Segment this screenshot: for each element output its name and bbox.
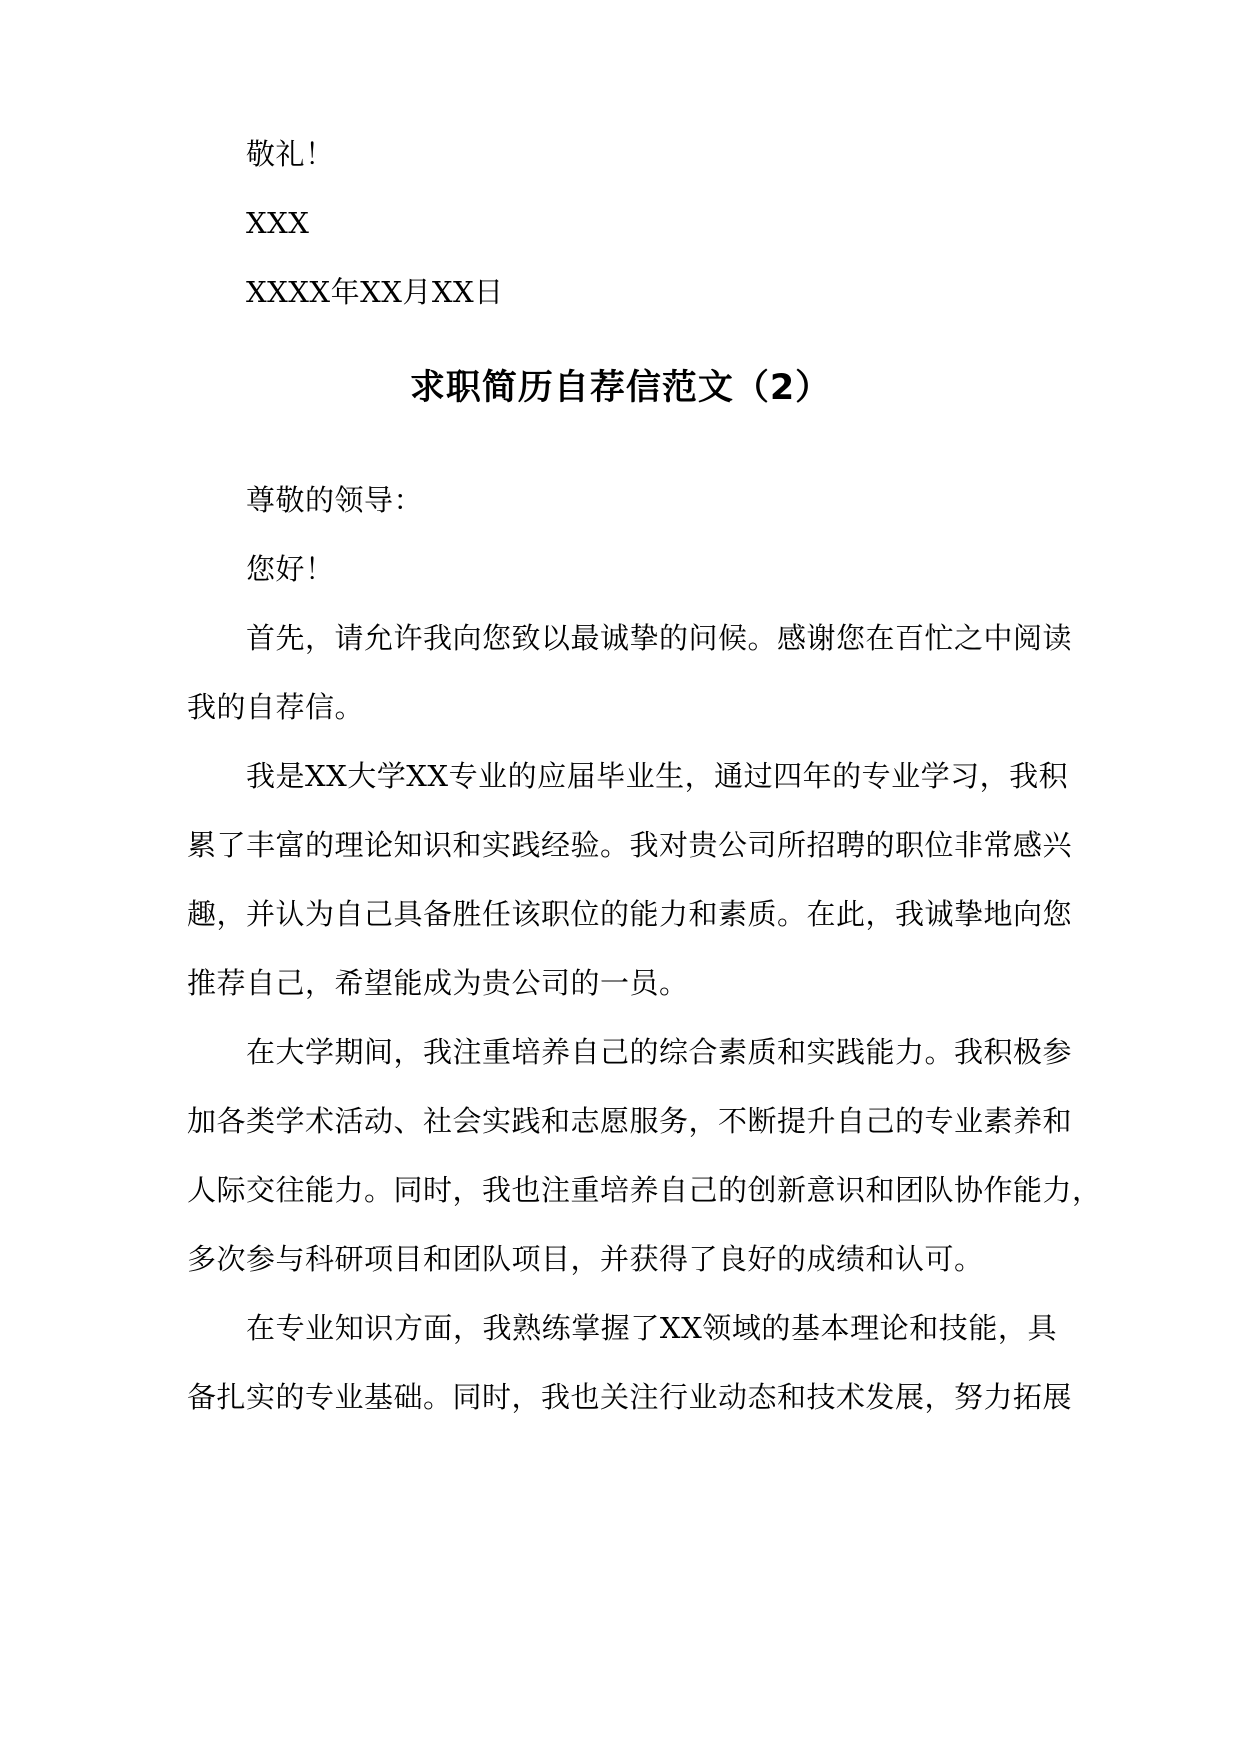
paragraph-1-line-2: 我的自荐信。 [187, 690, 365, 724]
letter-title: 求职简历自荐信范文（2） [409, 368, 832, 408]
closing-salute: 敬礼！ [246, 137, 335, 171]
paragraph-2-line-3: 趣，并认为自己具备胜任该职位的能力和素质。在此，我诚挚地向您 [187, 897, 1073, 931]
greeting-to: 尊敬的领导： [246, 483, 424, 517]
paragraph-3-line-1: 在大学期间，我注重培养自己的综合素质和实践能力。我积极参 [246, 1035, 1073, 1069]
closing-signature: XXX [246, 206, 310, 240]
paragraph-1-line-1: 首先，请允许我向您致以最诚挚的问候。感谢您在百忙之中阅读 [246, 621, 1073, 655]
paragraph-3-line-3: 人际交往能力。同时，我也注重培养自己的创新意识和团队协作能力， [187, 1173, 1102, 1207]
paragraph-4-line-2: 备扎实的专业基础。同时，我也关注行业动态和技术发展，努力拓展 [187, 1380, 1073, 1414]
greeting-hello: 您好！ [246, 552, 335, 586]
paragraph-2-line-1: 我是XX大学XX专业的应届毕业生，通过四年的专业学习，我积 [246, 759, 1069, 793]
paragraph-3-line-4: 多次参与科研项目和团队项目，并获得了良好的成绩和认可。 [187, 1242, 984, 1276]
paragraph-3-line-2: 加各类学术活动、社会实践和志愿服务，不断提升自己的专业素养和 [187, 1104, 1073, 1138]
closing-date: XXXX年XX月XX日 [246, 275, 504, 309]
paragraph-2-line-2: 累了丰富的理论知识和实践经验。我对贵公司所招聘的职位非常感兴 [187, 828, 1073, 862]
paragraph-2-line-4: 推荐自己，希望能成为贵公司的一员。 [187, 966, 689, 1000]
paragraph-4-line-1: 在专业知识方面，我熟练掌握了XX领域的基本理论和技能，具 [246, 1311, 1057, 1345]
